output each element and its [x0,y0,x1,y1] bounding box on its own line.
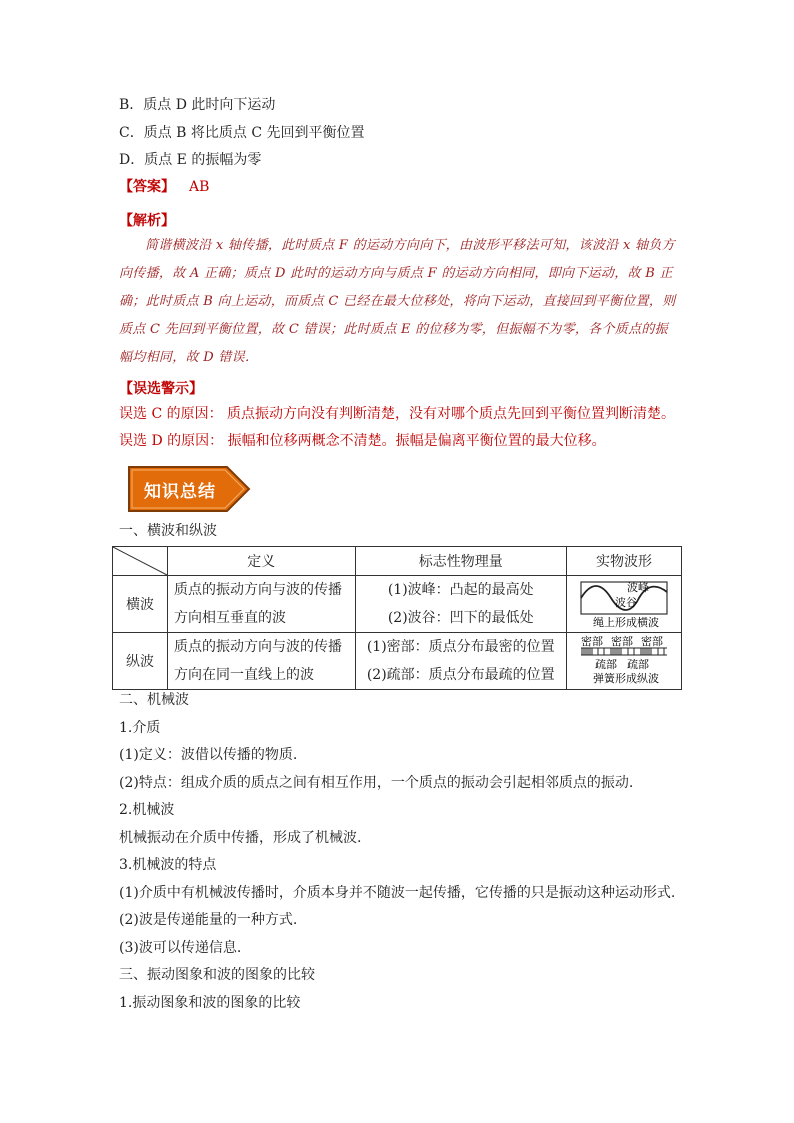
answer-label: 【答案】 [119,179,175,195]
sparse-label-2: 疏部 [626,658,649,671]
section2-s1a: (1)定义：波借以传播的物质. [119,747,298,763]
answer-value: AB [189,179,210,195]
trough-label: 波谷 [614,596,637,609]
sparse-label-1: 疏部 [594,658,617,671]
dense-label-3: 密部 [640,635,663,648]
longitudinal-wave-figure [566,633,681,690]
warning-label: 【误选警示】 [119,381,203,397]
option-b: B．质点 D 此时向下运动 [119,97,276,113]
section1-title: 一、横波和纵波 [119,523,217,539]
section2-s2a: 机械振动在介质中传播，形成了机械波. [119,830,362,846]
transverse-caption: 绳上形成横波 [592,616,659,629]
row-name-longitudinal: 纵波 [113,633,168,690]
dense-label-1: 密部 [580,635,603,648]
section2-s3: 3.机械波的特点 [119,857,217,873]
analysis-label: 【解析】 [119,213,175,229]
row-quantity-longitudinal: (1)密部：质点分布最密的位置 (2)疏部：质点分布最疏的位置 [355,633,566,690]
row-def-transverse: 质点的振动方向与波的传播 方向相互垂直的波 [168,576,356,633]
section2-s1: 1.介质 [119,720,161,736]
section2-s2: 2.机械波 [119,802,175,818]
section3-title: 三、振动图象和波的图象的比较 [119,967,315,983]
peak-label: 波峰 [626,581,649,594]
transverse-wave-figure [566,576,681,633]
longitudinal-caption: 弹簧形成纵波 [592,672,659,685]
row-quantity-transverse: (1)波峰：凸起的最高处 (2)波谷：凹下的最低处 [355,576,566,633]
header-figure: 实物波形 [566,547,681,576]
spring-coils [581,648,667,655]
answer-line [119,178,209,196]
banner-text: 知识总结 [144,482,216,502]
section2-s3b: (2)波是传递能量的一种方式. [119,912,298,928]
section3-s1: 1.振动图象和波的图象的比较 [119,995,301,1011]
header-quantity: 标志性物理量 [355,547,566,576]
warning-line-2: 误选 D 的原因： 振幅和位移两概念不清楚。振幅是偏离平衡位置的最大位移。 [119,433,606,449]
section2-s1b: (2)特点：组成介质的质点之间有相互作用，一个质点的振动会引起相邻质点的振动. [119,775,634,791]
option-c: C．质点 B 将比质点 C 先回到平衡位置 [119,125,365,141]
wave-comparison-table [112,546,682,690]
section2-s3c: (3)波可以传递信息. [119,940,242,956]
analysis-text: 简谐横波沿 x 轴传播，此时质点 F 的运动方向向下，由波形平移法可知，该波沿 x 轴负方向传播，故 A 正确；质点 D 此时的运动方向与质点 F 的运动方向相同，即向下运动，故 B 正确；此时质点 B 向上运动，而质点 C 已经在最大位移处，将向下运动，直接回到平衡位置，则质点 C 先回到平衡位置，故 C 错误；此时质点 E 的位移为零，但振幅不为零，各个质点的振幅均相同，故 D 错误． [119,238,676,365]
section2-title: 二、机械波 [119,692,189,708]
diagonal-line [113,547,167,575]
dense-label-2: 密部 [610,635,633,648]
table-corner-cell [113,547,168,576]
row-def-longitudinal: 质点的振动方向与波的传播 方向在同一直线上的波 [168,633,356,690]
warning-line-1: 误选 C 的原因： 质点振动方向没有判断清楚，没有对哪个质点先回到平衡位置判断清楚。 [119,406,676,422]
section2-s3a: (1)介质中有机械波传播时，介质本身并不随波一起传播，它传播的只是振动这种运动形式. [119,885,676,901]
row-name-transverse: 横波 [113,576,168,633]
header-definition: 定义 [168,547,356,576]
option-d: D．质点 E 的振幅为零 [119,152,262,168]
